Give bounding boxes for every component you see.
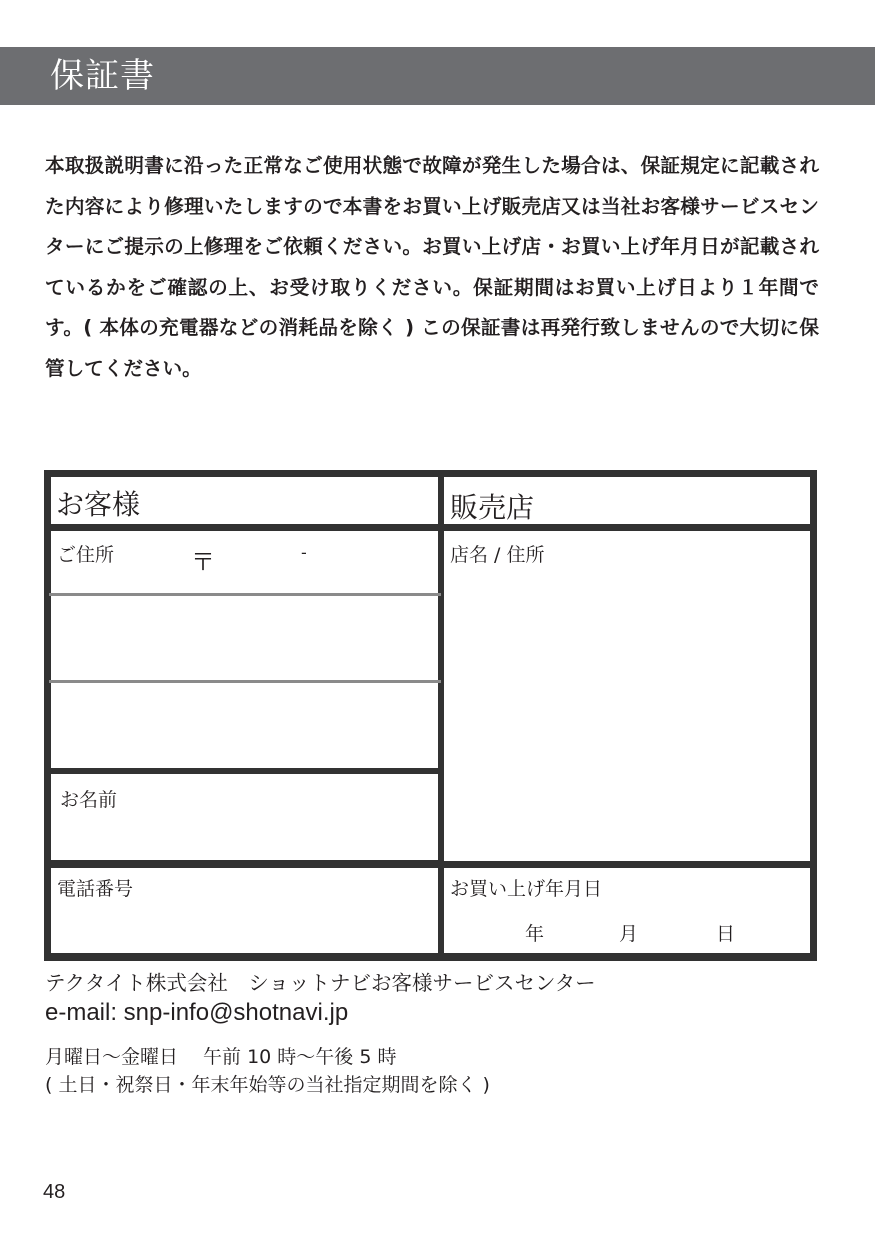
purchase-date-cell[interactable] [444, 868, 810, 953]
address-divider-2 [49, 680, 441, 683]
day-label: 日 [716, 923, 736, 945]
address-divider-1 [49, 593, 441, 596]
phone-label: 電話番号 [57, 878, 134, 900]
store-header: 販売店 [450, 491, 535, 524]
phone-cell[interactable] [51, 868, 438, 953]
customer-header: お客様 [56, 488, 141, 521]
store-label: 店名 / 住所 [450, 544, 545, 566]
intro-paragraph: 本取扱説明書に沿った正常なご使用状態で故障が発生した場合は、保証規定に記載された内容により修理いたしますので本書をお買い上げ販売店又は当社お客様サービスセンターにご提示の上修理をご依頼ください。お買い上げ店・お買い上げ年月日が記載されているかをご確認の上、お受け取りください。保証期間はお買い上げ日より１年間です。( 本体の充電器などの消耗品を除く ) この保証書は再発行致しませんので大切に保管してください。 [45, 154, 819, 380]
business-hours: 月曜日～金曜日 午前 10 時～午後 5 時 [45, 1046, 397, 1068]
address-label: ご住所 [57, 544, 115, 566]
warranty-form [44, 470, 817, 961]
postal-mark: 〒 [191, 548, 215, 576]
page-title: 保証書 [50, 56, 155, 96]
postal-dash: - [301, 543, 307, 562]
address-cell[interactable] [51, 531, 438, 768]
title-bar [0, 47, 875, 105]
page-number: 48 [43, 1181, 66, 1203]
store-cell[interactable] [444, 531, 810, 861]
name-cell[interactable] [51, 774, 438, 860]
contact-email[interactable]: e-mail: snp-info@shotnavi.jp [45, 999, 349, 1026]
customer-header-cell [51, 477, 438, 524]
month-label: 月 [619, 923, 639, 945]
purchase-date-label: お買い上げ年月日 [450, 878, 603, 900]
year-label: 年 [525, 923, 545, 945]
holiday-note: ( 土日・祝祭日・年末年始等の当社指定期間を除く ) [45, 1074, 490, 1096]
store-header-cell [444, 477, 810, 524]
name-label: お名前 [60, 789, 118, 811]
company-name: テクタイト株式会社 ショットナビお客様サービスセンター [45, 971, 596, 995]
